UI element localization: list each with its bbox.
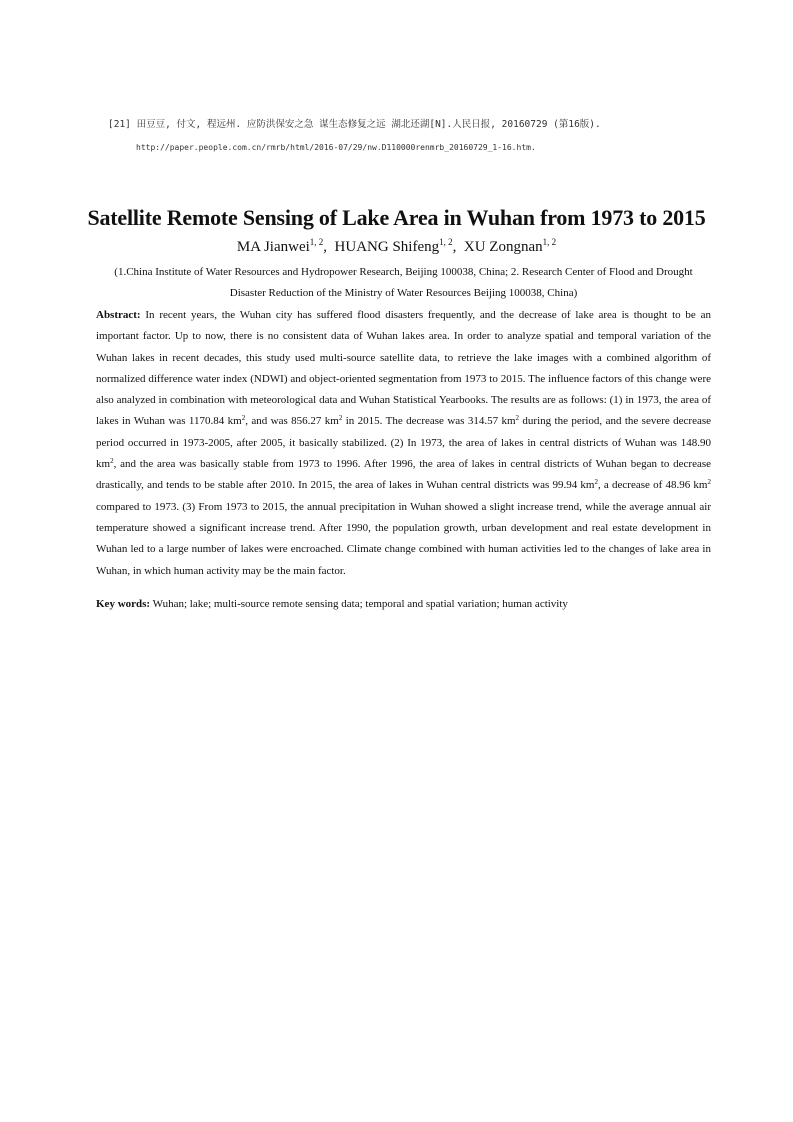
author-name: MA Jianwei (236, 239, 310, 255)
keywords-label: Key words: (96, 598, 151, 610)
keywords-text: Wuhan; lake; multi-source remote sensing data; temporal and spatial variation; human activity (150, 598, 568, 610)
unit-superscript: 2 (338, 414, 343, 423)
author-separator: , (323, 239, 328, 255)
author-affil-mark: 1, 2 (439, 237, 453, 247)
author-affil-mark: 1, 2 (542, 237, 557, 247)
reference-entry (108, 118, 748, 155)
paper-title: Satellite Remote Sensing of Lake Area in Wuhan from 1973 to 2015 (87, 205, 706, 230)
abstract-label: Abstract: (96, 309, 141, 321)
abstract-text: , and the area was basically stable from 1973 to 1996. After 1996, the area of lakes in central districts of Wuhan began to decrease drastically, and tends to be stable after 2010. In 2015, the area of lakes in Wuhan central districts was 99.94 km (96, 458, 711, 492)
unit-superscript: 2 (241, 414, 246, 423)
reference-url: http://paper.people.com.cn/rmrb/html/2016-07/29/nw.D110000renmrb_20160729_1-16.htm. (136, 143, 536, 152)
author-affil-mark: 1, 2 (309, 237, 324, 247)
unit-superscript: 2 (594, 478, 598, 487)
abstract-text: In recent years, the Wuhan city has suffered flood disasters frequently, and the decrease of lake area is thought to be an important factor. Up to now, there is no consistent data of Wuhan lakes area. In order to analyze spatial and temporal variation of the Wuhan lakes in recent decades, this study used multi-source satellite data, to retrieve the lake images with a combined algorithm of normalized difference water index (NDWI) and object-oriented segmentation from 1973 to 2015. The influence factors of this change were also analyzed in combination with meteorological data and Wuhan Statistical Yearbooks. The results are as follows: (1) in 1973, the area of lakes in Wuhan was 1170.84 km (96, 309, 711, 428)
abstract-text: , a decrease of 48.96 km (597, 479, 708, 492)
unit-superscript: 2 (515, 414, 520, 423)
unit-superscript: 2 (707, 478, 711, 487)
keywords (96, 594, 711, 615)
author-name: HUANG Shifeng (334, 239, 440, 255)
abstract-text: during the period, and the severe decrease period occurred in 1973-2005, after 2005, it basically stabilized. (2) In 1973, the area of lakes in central districts of Wuhan was 148.90 km (96, 415, 711, 471)
author-list (0, 236, 793, 258)
abstract (96, 305, 711, 582)
abstract-text: compared to 1973. (3) From 1973 to 2015, the annual precipitation in Wuhan showed a slight increase trend, while the average annual air temperature showed a significant increase trend. After 1990, the population growth, urban development and real estate development in Wuhan led to a large number of lakes were encroached. Climate change combined with human activities led to the changes of lake area in Wuhan, in which human activity may be the main factor. (96, 500, 711, 577)
author-separator: , (452, 239, 457, 255)
affiliations: (1.China Institute of Water Resources and Hydropower Research, Beijing 100038, China; 2. Research Center of Flood and Drought Disaster Reduction of the Ministry of Water Resources Beijing 100038, China) (114, 266, 693, 299)
reference-text: [21] 田豆豆, 付文, 程远州. 应防洪保安之急 谋生态修复之远 湖北还湖[N].人民日报, 20160729 (第16版). (108, 119, 601, 130)
author-name: XU Zongnan (463, 239, 543, 255)
abstract-text: , and was 856.27 km (245, 415, 339, 428)
abstract-text: in 2015. The decrease was 314.57 km (342, 415, 516, 428)
unit-superscript: 2 (110, 457, 114, 466)
